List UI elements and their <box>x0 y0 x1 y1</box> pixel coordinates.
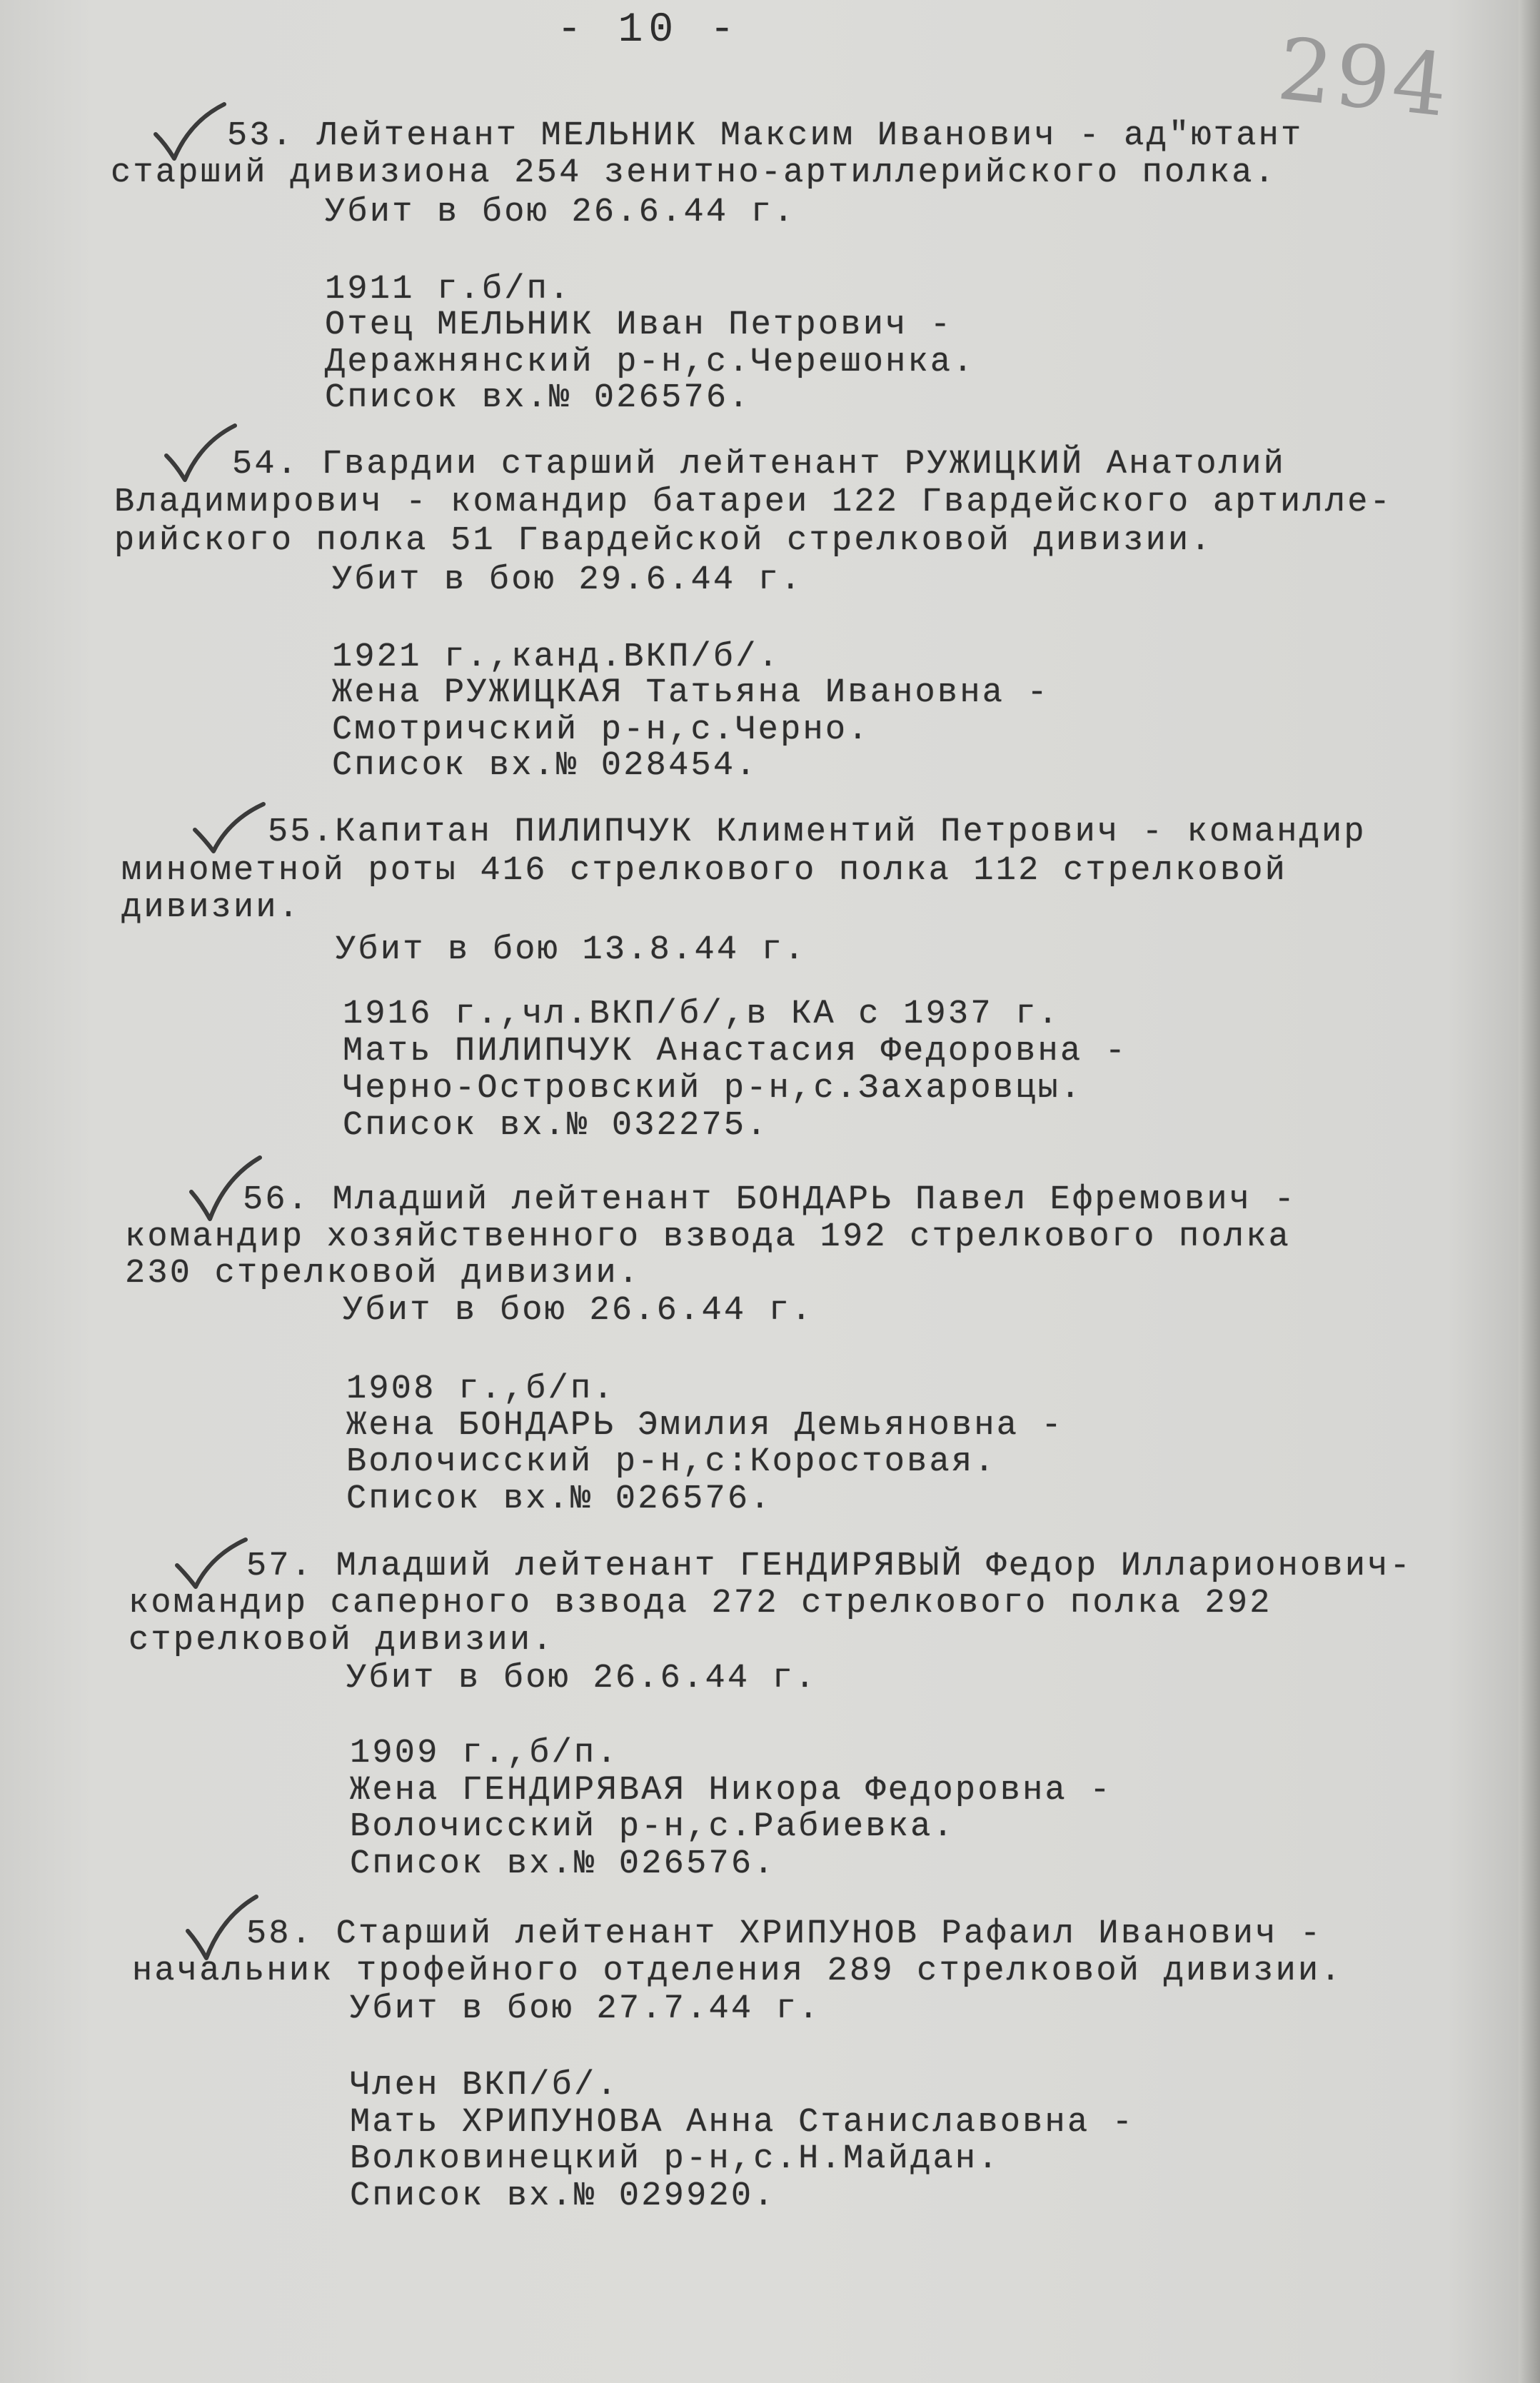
entry-55-relative: Мать ПИЛИПЧУК Анастасия Федоровна - <box>343 1033 1128 1070</box>
entry-57-address: Волочисский р-н,с.Рабиевка. <box>350 1808 955 1846</box>
entry-58-list: Список вх.№ 029920. <box>350 2177 776 2215</box>
entry-57-line-1: 57. Младший лейтенант ГЕНДИРЯВЫЙ Федор Илларионович- <box>246 1547 1413 1585</box>
entry-54-killed: Убит в бою 29.6.44 г. <box>332 561 803 599</box>
entry-53-killed: Убит в бою 26.6.44 г. <box>325 194 796 231</box>
entry-57-line-2: командир саперного взвода 272 стрелкового полка 292 <box>129 1585 1272 1622</box>
entry-54-address: Смотричский р-н,с.Черно. <box>332 711 870 749</box>
entry-53-list: Список вх.№ 026576. <box>325 379 751 417</box>
entry-54-relative: Жена РУЖИЦКАЯ Татьяна Ивановна - <box>332 674 1050 712</box>
entry-55-birth: 1916 г.,чл.ВКП/б/,в КА с 1937 г. <box>343 995 1060 1033</box>
archive-folio-number: 294 <box>1273 19 1455 137</box>
entry-53-line-1: 53. Лейтенант МЕЛЬНИК Максим Иванович - ад"ютант <box>227 117 1304 155</box>
entry-58-line-1: 58. Старший лейтенант ХРИПУНОВ Рафаил Иванович - <box>246 1915 1323 1953</box>
entry-56-address: Волочисский р-н,с:Коростовая. <box>346 1443 997 1481</box>
entry-58-killed: Убит в бою 27.7.44 г. <box>350 1990 821 2028</box>
entry-53-relative: Отец МЕЛЬНИК Иван Петрович - <box>325 306 953 344</box>
entry-54-line-2: Владимирович - командир батареи 122 Гвардейского артилле- <box>114 483 1393 521</box>
entry-53-address: Деражнянский р-н,с.Черешонка. <box>325 343 975 381</box>
checkmark-icon <box>189 800 268 857</box>
entry-57-line-3: стрелковой дивизии. <box>129 1622 555 1660</box>
entry-54-line-1: 54. Гвардии старший лейтенант РУЖИЦКИЙ Анатолий <box>232 446 1287 483</box>
checkmark-icon <box>161 421 239 486</box>
entry-56-relative: Жена БОНДАРЬ Эмилия Демьяновна - <box>346 1407 1064 1445</box>
entry-54-birth: 1921 г.,канд.ВКП/б/. <box>332 638 781 676</box>
entry-57-relative: Жена ГЕНДИРЯВАЯ Никора Федоровна - <box>350 1772 1112 1810</box>
entry-56-killed: Убит в бою 26.6.44 г. <box>343 1292 814 1330</box>
entry-56-line-3: 230 стрелковой дивизии. <box>125 1255 641 1293</box>
entry-57-list: Список вх.№ 026576. <box>350 1845 776 1883</box>
binding-edge <box>1519 0 1540 2383</box>
entry-55-line-1: 55.Капитан ПИЛИПЧУК Климентий Петрович - командир <box>268 813 1367 851</box>
entry-55-line-2: минометной роты 416 стрелкового полка 112 стрелковой <box>121 852 1288 890</box>
entry-58-line-2: начальник трофейного отделения 289 стрелковой дивизии. <box>132 1952 1343 1990</box>
entry-58-address: Волковинецкий р-н,с.Н.Майдан. <box>350 2140 1000 2178</box>
entry-58-relative: Мать ХРИПУНОВА Анна Станиславовна - <box>350 2104 1135 2142</box>
entry-55-list: Список вх.№ 032275. <box>343 1107 769 1145</box>
entry-55-killed: Убит в бою 13.8.44 г. <box>336 931 807 969</box>
entry-54-line-3: рийского полка 51 Гвардейской стрелковой дивизии. <box>114 522 1213 560</box>
entry-57-birth: 1909 г.,б/п. <box>350 1735 619 1772</box>
entry-58-party: Член ВКП/б/. <box>350 2067 619 2104</box>
entry-56-list: Список вх.№ 026576. <box>346 1480 772 1518</box>
entry-54-list: Список вх.№ 028454. <box>332 747 758 785</box>
entry-53-line-2: старший дивизиона 254 зенитно-артиллерийского полка. <box>111 154 1277 192</box>
entry-53-birth: 1911 г.б/п. <box>325 271 572 308</box>
entry-56-birth: 1908 г.,б/п. <box>346 1370 615 1408</box>
page-number: - 10 - <box>557 7 740 54</box>
entry-57-killed: Убит в бою 26.6.44 г. <box>346 1660 817 1697</box>
checkmark-icon <box>171 1535 250 1592</box>
entry-55-address: Черно-Островский р-н,с.Захаровцы. <box>343 1070 1083 1108</box>
entry-56-line-1: 56. Младший лейтенант БОНДАРЬ Павел Ефремович - <box>243 1181 1297 1219</box>
entry-56-line-2: командир хозяйственного взвода 192 стрелкового полка <box>125 1218 1292 1256</box>
entry-55-line-3: дивизии. <box>121 889 301 927</box>
